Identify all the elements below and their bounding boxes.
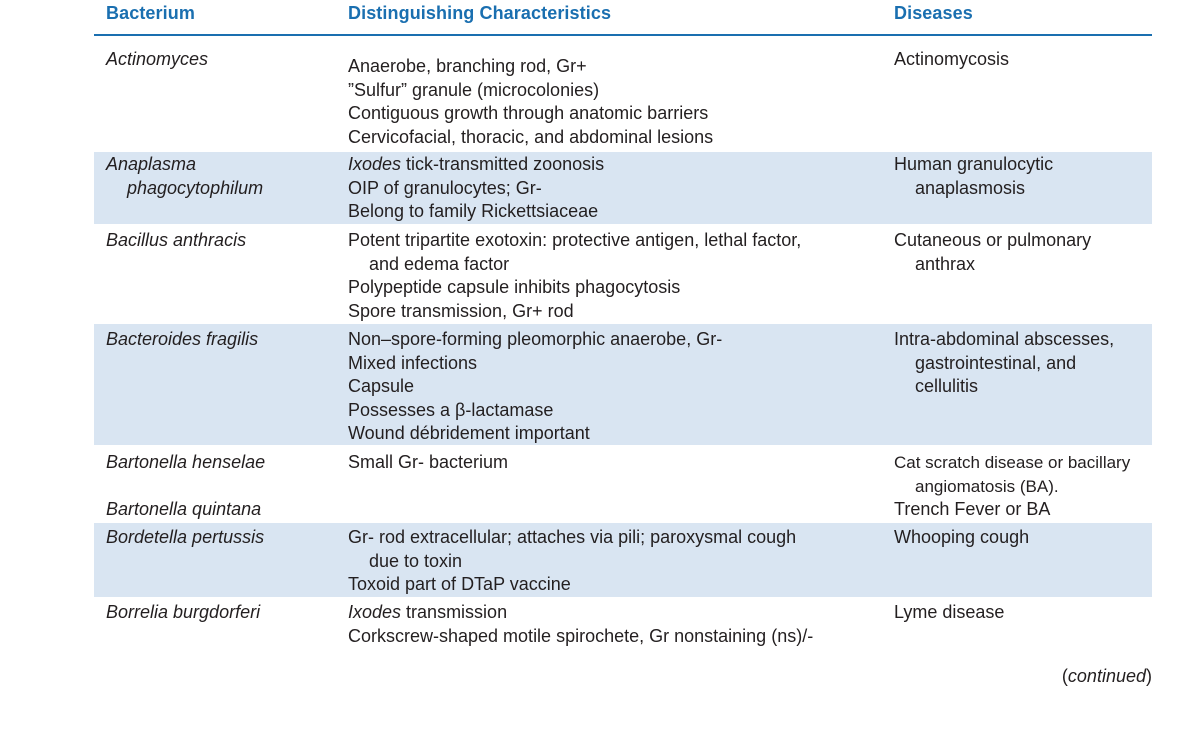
continued-close-paren: ) bbox=[1146, 666, 1152, 686]
characteristics-cell bbox=[348, 601, 868, 648]
characteristic-line: Capsule bbox=[348, 376, 415, 396]
characteristics-cell bbox=[348, 451, 868, 475]
bacterium-name: Bartonella quintana bbox=[106, 499, 262, 519]
bacterium-cell bbox=[106, 153, 336, 200]
characteristic-line: Spore transmission, Gr+ rod bbox=[348, 300, 574, 321]
characteristics-cell bbox=[348, 526, 868, 597]
column-header-characteristics: Distinguishing Characteristics bbox=[348, 3, 612, 23]
characteristic-line-continued: due to toxin bbox=[369, 550, 463, 571]
characteristic-line bbox=[348, 153, 868, 177]
characteristic-line: Toxoid part of DTaP vaccine bbox=[348, 574, 571, 594]
table-row-borrelia-burgdorferi bbox=[94, 597, 1152, 653]
table-row-anaplasma bbox=[94, 152, 1152, 224]
genus-italic: Ixodes bbox=[348, 154, 402, 174]
bacterium-cell bbox=[106, 451, 336, 522]
characteristic-line: Possesses a β-lactamase bbox=[348, 399, 554, 420]
characteristic-text: transmission bbox=[401, 602, 508, 622]
diseases-cell bbox=[894, 229, 1149, 276]
characteristics-cell bbox=[348, 229, 868, 323]
disease-line-continued: gastrointestinal, and bbox=[915, 352, 1077, 373]
diseases-cell bbox=[894, 601, 1149, 625]
characteristic-line: Anaerobe, branching rod, Gr+ bbox=[348, 56, 587, 76]
column-header-diseases: Diseases bbox=[894, 3, 973, 23]
disease-line: Intra-abdominal abscesses, bbox=[894, 329, 1115, 349]
diseases-cell bbox=[894, 451, 1149, 522]
bacterium-name-continued: phagocytophilum bbox=[127, 177, 264, 198]
diseases-cell bbox=[894, 526, 1149, 550]
characteristic-line-continued: and edema factor bbox=[369, 253, 510, 274]
continued-open-paren: ( bbox=[1061, 666, 1068, 686]
bacterium-name: Bartonella henselae bbox=[106, 452, 266, 472]
bacterium-cell bbox=[106, 48, 336, 72]
characteristic-line: Small Gr- bacterium bbox=[348, 452, 509, 472]
characteristic-line: Potent tripartite exotoxin: protective antigen, lethal factor, bbox=[348, 230, 802, 250]
disease-line-continued: anthrax bbox=[915, 253, 976, 274]
characteristic-line: Belong to family Rickettsiaceae bbox=[348, 201, 599, 221]
bacterium-name: Actinomyces bbox=[106, 49, 209, 69]
bacterium-name: Anaplasma bbox=[106, 154, 197, 174]
characteristic-line: Mixed infections bbox=[348, 352, 478, 373]
table-row-actinomyces bbox=[94, 36, 1152, 152]
bacterium-cell bbox=[106, 328, 336, 352]
continued-note bbox=[1062, 666, 1152, 687]
disease-line: Human granulocytic bbox=[894, 154, 1054, 174]
characteristic-line: ”Sulfur” granule (microcolonies) bbox=[348, 79, 600, 100]
disease-line-continued: anaplasmosis bbox=[915, 177, 1026, 198]
disease-line: Actinomycosis bbox=[894, 49, 1010, 69]
bacterium-name: Bordetella pertussis bbox=[106, 527, 265, 547]
bacterium-cell bbox=[106, 526, 336, 550]
table-row-bacteroides-fragilis bbox=[94, 324, 1152, 445]
genus-italic: Ixodes bbox=[348, 602, 402, 622]
bacterium-name: Bacteroides fragilis bbox=[106, 329, 259, 349]
table-row-bacillus-anthracis bbox=[94, 224, 1152, 324]
disease-line-continued: cellulitis bbox=[915, 376, 979, 396]
bacterium-name: Bacillus anthracis bbox=[106, 230, 247, 250]
table-row-bordetella-pertussis bbox=[94, 523, 1152, 597]
table-row-bartonella bbox=[94, 445, 1152, 523]
disease-line: Trench Fever or BA bbox=[894, 499, 1051, 519]
continued-text: continued bbox=[1067, 666, 1146, 686]
disease-line: Lyme disease bbox=[894, 602, 1005, 622]
characteristic-line: Non–spore-forming pleomorphic anaerobe, Gr- bbox=[348, 329, 723, 349]
disease-line: Cat scratch disease or bacillary bbox=[894, 453, 1131, 472]
bacterium-cell bbox=[106, 229, 336, 253]
characteristic-line: Cervicofacial, thoracic, and abdominal lesions bbox=[348, 126, 714, 147]
column-header-bacterium: Bacterium bbox=[106, 3, 195, 23]
table-header bbox=[94, 0, 1152, 36]
bacterium-cell bbox=[106, 601, 336, 625]
disease-line: Cutaneous or pulmonary bbox=[894, 230, 1092, 250]
characteristics-cell bbox=[348, 328, 868, 446]
disease-line-continued: angiomatosis (BA). bbox=[915, 476, 1059, 496]
characteristic-line: Corkscrew-shaped motile spirochete, Gr nonstaining (ns)/- bbox=[348, 625, 814, 646]
characteristic-line: Contiguous growth through anatomic barriers bbox=[348, 103, 709, 123]
diseases-cell bbox=[894, 328, 1149, 399]
characteristics-cell bbox=[348, 55, 868, 149]
characteristic-text: tick-transmitted zoonosis bbox=[401, 154, 605, 174]
characteristic-line: Gr- rod extracellular; attaches via pili; paroxysmal cough bbox=[348, 527, 797, 547]
characteristics-cell bbox=[348, 153, 868, 224]
characteristic-line: Wound débridement important bbox=[348, 423, 590, 443]
diseases-cell bbox=[894, 153, 1149, 200]
bacterium-name: Borrelia burgdorferi bbox=[106, 602, 261, 622]
characteristic-line: OIP of granulocytes; Gr- bbox=[348, 177, 542, 198]
characteristic-line: Polypeptide capsule inhibits phagocytosis bbox=[348, 277, 681, 297]
disease-line: Whooping cough bbox=[894, 527, 1030, 547]
bacterium-spacer bbox=[106, 475, 336, 499]
diseases-cell bbox=[894, 48, 1149, 72]
characteristic-line bbox=[348, 601, 868, 625]
